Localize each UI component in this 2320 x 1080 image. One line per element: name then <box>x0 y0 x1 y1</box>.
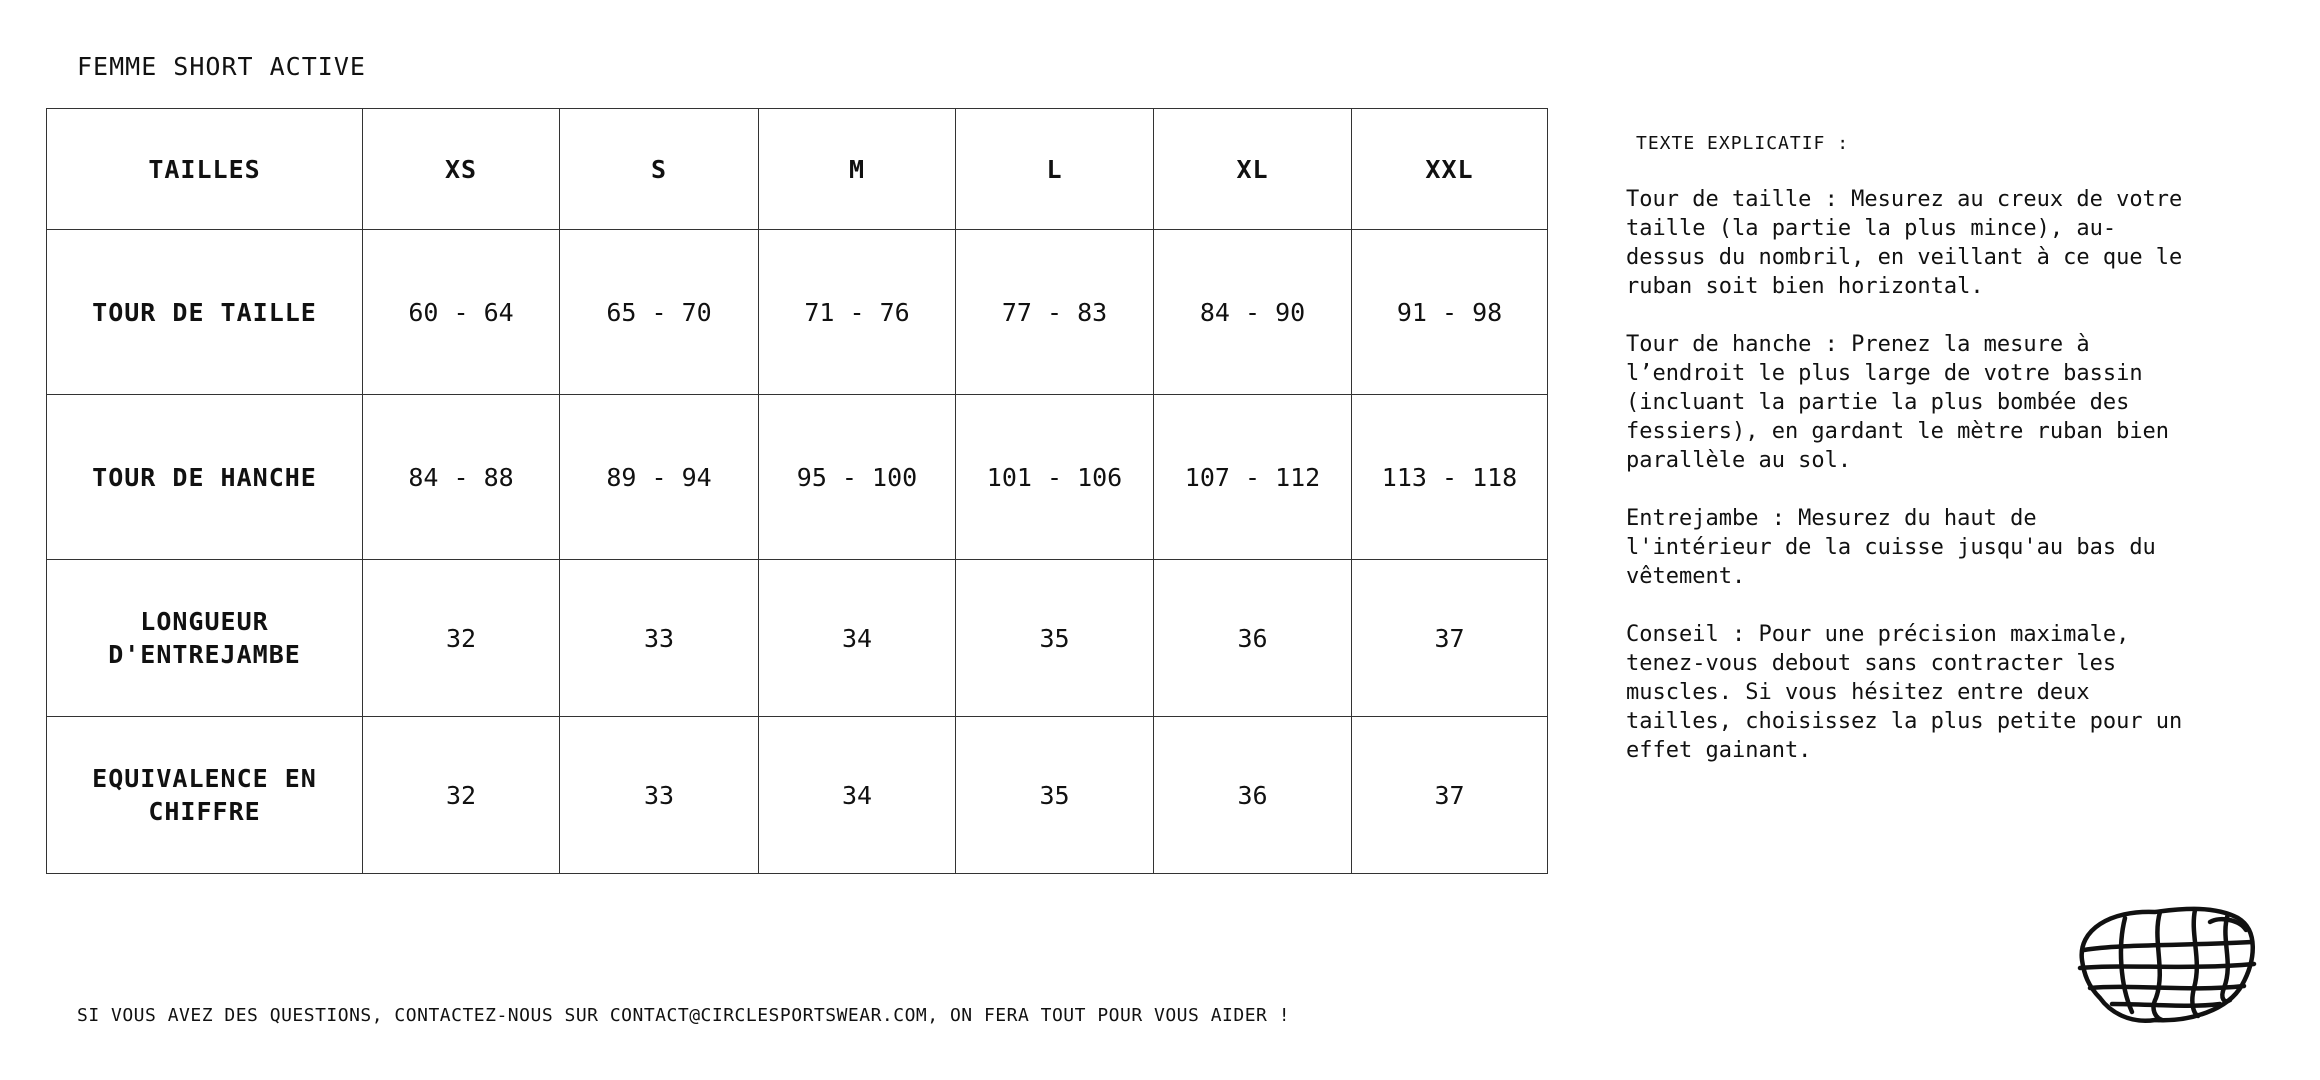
size-header-l: L <box>956 109 1154 230</box>
table-cell: 36 <box>1154 717 1352 874</box>
page-title: FEMME SHORT ACTIVE <box>77 52 366 81</box>
table-cell: 35 <box>956 560 1154 717</box>
table-row <box>47 717 1548 874</box>
table-cell: 107 - 112 <box>1154 395 1352 560</box>
table-cell: 84 - 88 <box>363 395 560 560</box>
contact-footer: SI VOUS AVEZ DES QUESTIONS, CONTACTEZ-NOUS SUR CONTACT@CIRCLESPORTSWEAR.COM, ON FERA TOUT POUR VOUS AIDER ! <box>77 1005 1291 1026</box>
row-label: LONGUEUR D'ENTREJAMBE <box>47 560 363 717</box>
table-cell: 33 <box>560 717 759 874</box>
table-cell: 95 - 100 <box>759 395 956 560</box>
explanation-waist: Tour de taille : Mesurez au creux de votre taille (la partie la plus mince), au-dessus du nombril, en veillant à ce que le ruban soit bien horizontal. <box>1626 187 2183 299</box>
size-header-s: S <box>560 109 759 230</box>
size-header-m: M <box>759 109 956 230</box>
table-cell: 113 - 118 <box>1352 395 1548 560</box>
row-label: TOUR DE HANCHE <box>47 395 363 560</box>
globe-logo-icon <box>2070 900 2260 1030</box>
table-row <box>47 230 1548 395</box>
explanation-inseam: Entrejambe : Mesurez du haut de l'intérieur de la cuisse jusqu'au bas du vêtement. <box>1626 506 2156 589</box>
table-cell: 37 <box>1352 717 1548 874</box>
explanation-hip: Tour de hanche : Prenez la mesure à l’endroit le plus large de votre bassin (incluant la partie la plus bombée des fessiers), en gardant le mètre ruban bien parallèle au sol. <box>1626 332 2170 473</box>
table-cell: 33 <box>560 560 759 717</box>
table-cell: 36 <box>1154 560 1352 717</box>
table-cell: 32 <box>363 717 560 874</box>
explanation-text <box>1626 185 2186 794</box>
table-cell: 84 - 90 <box>1154 230 1352 395</box>
table-cell: 34 <box>759 560 956 717</box>
table-header-row <box>47 109 1548 230</box>
table-cell: 34 <box>759 717 956 874</box>
table-cell: 101 - 106 <box>956 395 1154 560</box>
table-cell: 77 - 83 <box>956 230 1154 395</box>
table-cell: 35 <box>956 717 1154 874</box>
table-cell: 89 - 94 <box>560 395 759 560</box>
table-cell: 71 - 76 <box>759 230 956 395</box>
size-header-xl: XL <box>1154 109 1352 230</box>
row-label: TOUR DE TAILLE <box>47 230 363 395</box>
header-label-cell: TAILLES <box>47 109 363 230</box>
size-header-xs: XS <box>363 109 560 230</box>
size-chart-table <box>46 108 1548 874</box>
explanation-title: TEXTE EXPLICATIF : <box>1636 133 1850 154</box>
table-cell: 91 - 98 <box>1352 230 1548 395</box>
size-header-xxl: XXL <box>1352 109 1548 230</box>
explanation-tip: Conseil : Pour une précision maximale, tenez-vous debout sans contracter les muscles. Si vous hésitez entre deux tailles, choisissez la plus petite pour un effet gainant. <box>1626 622 2183 763</box>
table-row <box>47 395 1548 560</box>
table-cell: 60 - 64 <box>363 230 560 395</box>
row-label: EQUIVALENCE EN CHIFFRE <box>47 717 363 874</box>
table-cell: 32 <box>363 560 560 717</box>
table-cell: 37 <box>1352 560 1548 717</box>
table-row <box>47 560 1548 717</box>
table-cell: 65 - 70 <box>560 230 759 395</box>
